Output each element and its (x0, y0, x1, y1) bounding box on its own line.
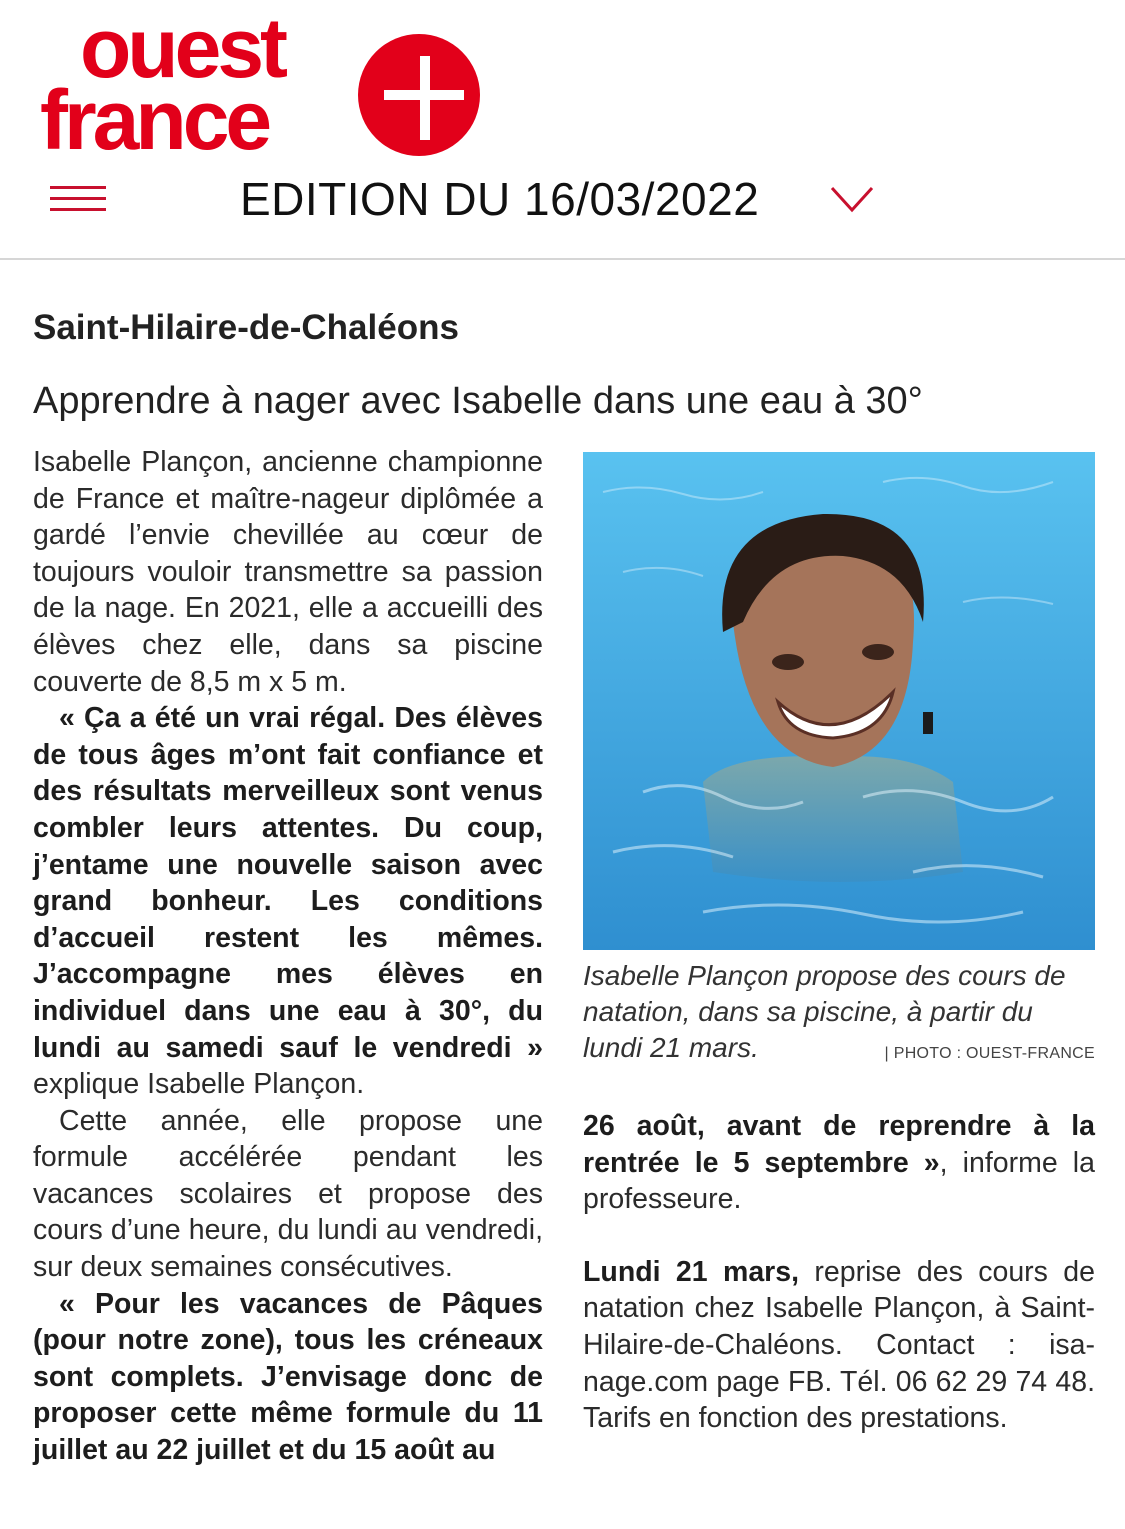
quote-2: « Pour les vacances de Pâques (pour notre zone), tous les créneaux sont complets. J’envisage donc de proposer cette même formule du 11 juillet au 22 juillet et du 15 août au (33, 1287, 543, 1467)
quote-1: « Ça a été un vrai régal. Des élèves de tous âges m’ont fait confiance et des résultats merveilleux sont venus combler leurs attentes. Du coup, j’entame une nouvelle saison avec grand bonheur. Les conditions d’accueil restent les mêmes. J’accompagne mes élèves en individuel dans une eau à 30°, du lundi au samedi sauf le vendredi » (33, 702, 543, 1064)
swimmer-photo-illustration (583, 452, 1095, 950)
hamburger-menu-icon[interactable] (50, 186, 106, 212)
article-paragraph-1: Isabelle Plançon, ancienne championne de France et maître-nageur diplômée a gardé l’envie chevillée au cœur de toujours vouloir transmettre sa passion de la nage. En 2021, elle a accueilli des élèves chez elle, dans sa piscine couverte de 8,5 m x 5 m. (33, 446, 543, 698)
ouest-france-logo[interactable] (36, 1, 496, 167)
logo-word-france: france (40, 73, 269, 167)
quote-2-attribution-continued: , informe la professeure. (583, 1146, 1095, 1216)
article-column-right (583, 1108, 1095, 1437)
practical-info-date: Lundi 21 mars, (583, 1255, 800, 1288)
header (0, 0, 1125, 260)
chevron-down-icon[interactable] (830, 184, 874, 214)
article-photo (583, 452, 1095, 950)
article-paragraph-4 (33, 1286, 543, 1469)
article-column-left (33, 444, 543, 1469)
article-paragraph-2 (33, 700, 543, 1103)
article-paragraph-3: Cette année, elle propose une formule accélérée pendant les vacances scolaires et propose des cours d’une heure, du lundi au vendredi, sur deux semaines consécutives. (33, 1104, 543, 1284)
practical-info-text: reprise des cours de natation chez Isabelle Plançon, à Saint-Hilaire-de-Chaléons. Contact : isa-nage.com page FB. Tél. 06 62 29 74 48. Tarifs en fonction des prestations. (583, 1255, 1095, 1435)
edition-date[interactable]: EDITION DU 16/03/2022 (240, 173, 760, 225)
practical-info (583, 1254, 1095, 1437)
article-headline: Apprendre à nager avec Isabelle dans une eau à 30° (33, 380, 923, 422)
logo-circle-icon (358, 34, 480, 156)
quote-1-attribution: explique Isabelle Plançon. (33, 1068, 365, 1101)
logo-word-ouest: ouest (80, 1, 285, 95)
photo-caption: Isabelle Plançon propose des cours de natation, dans sa piscine, à partir du lundi 21 mars. (583, 960, 1066, 1063)
article-paragraph-4-continued (583, 1108, 1095, 1218)
article-locality: Saint-Hilaire-de-Chaléons (33, 308, 459, 347)
photo-credit: | PHOTO : OUEST-FRANCE (884, 1045, 1095, 1062)
quote-2-continued: 26 août, avant de reprendre à la rentrée le 5 septembre » (583, 1110, 1095, 1179)
